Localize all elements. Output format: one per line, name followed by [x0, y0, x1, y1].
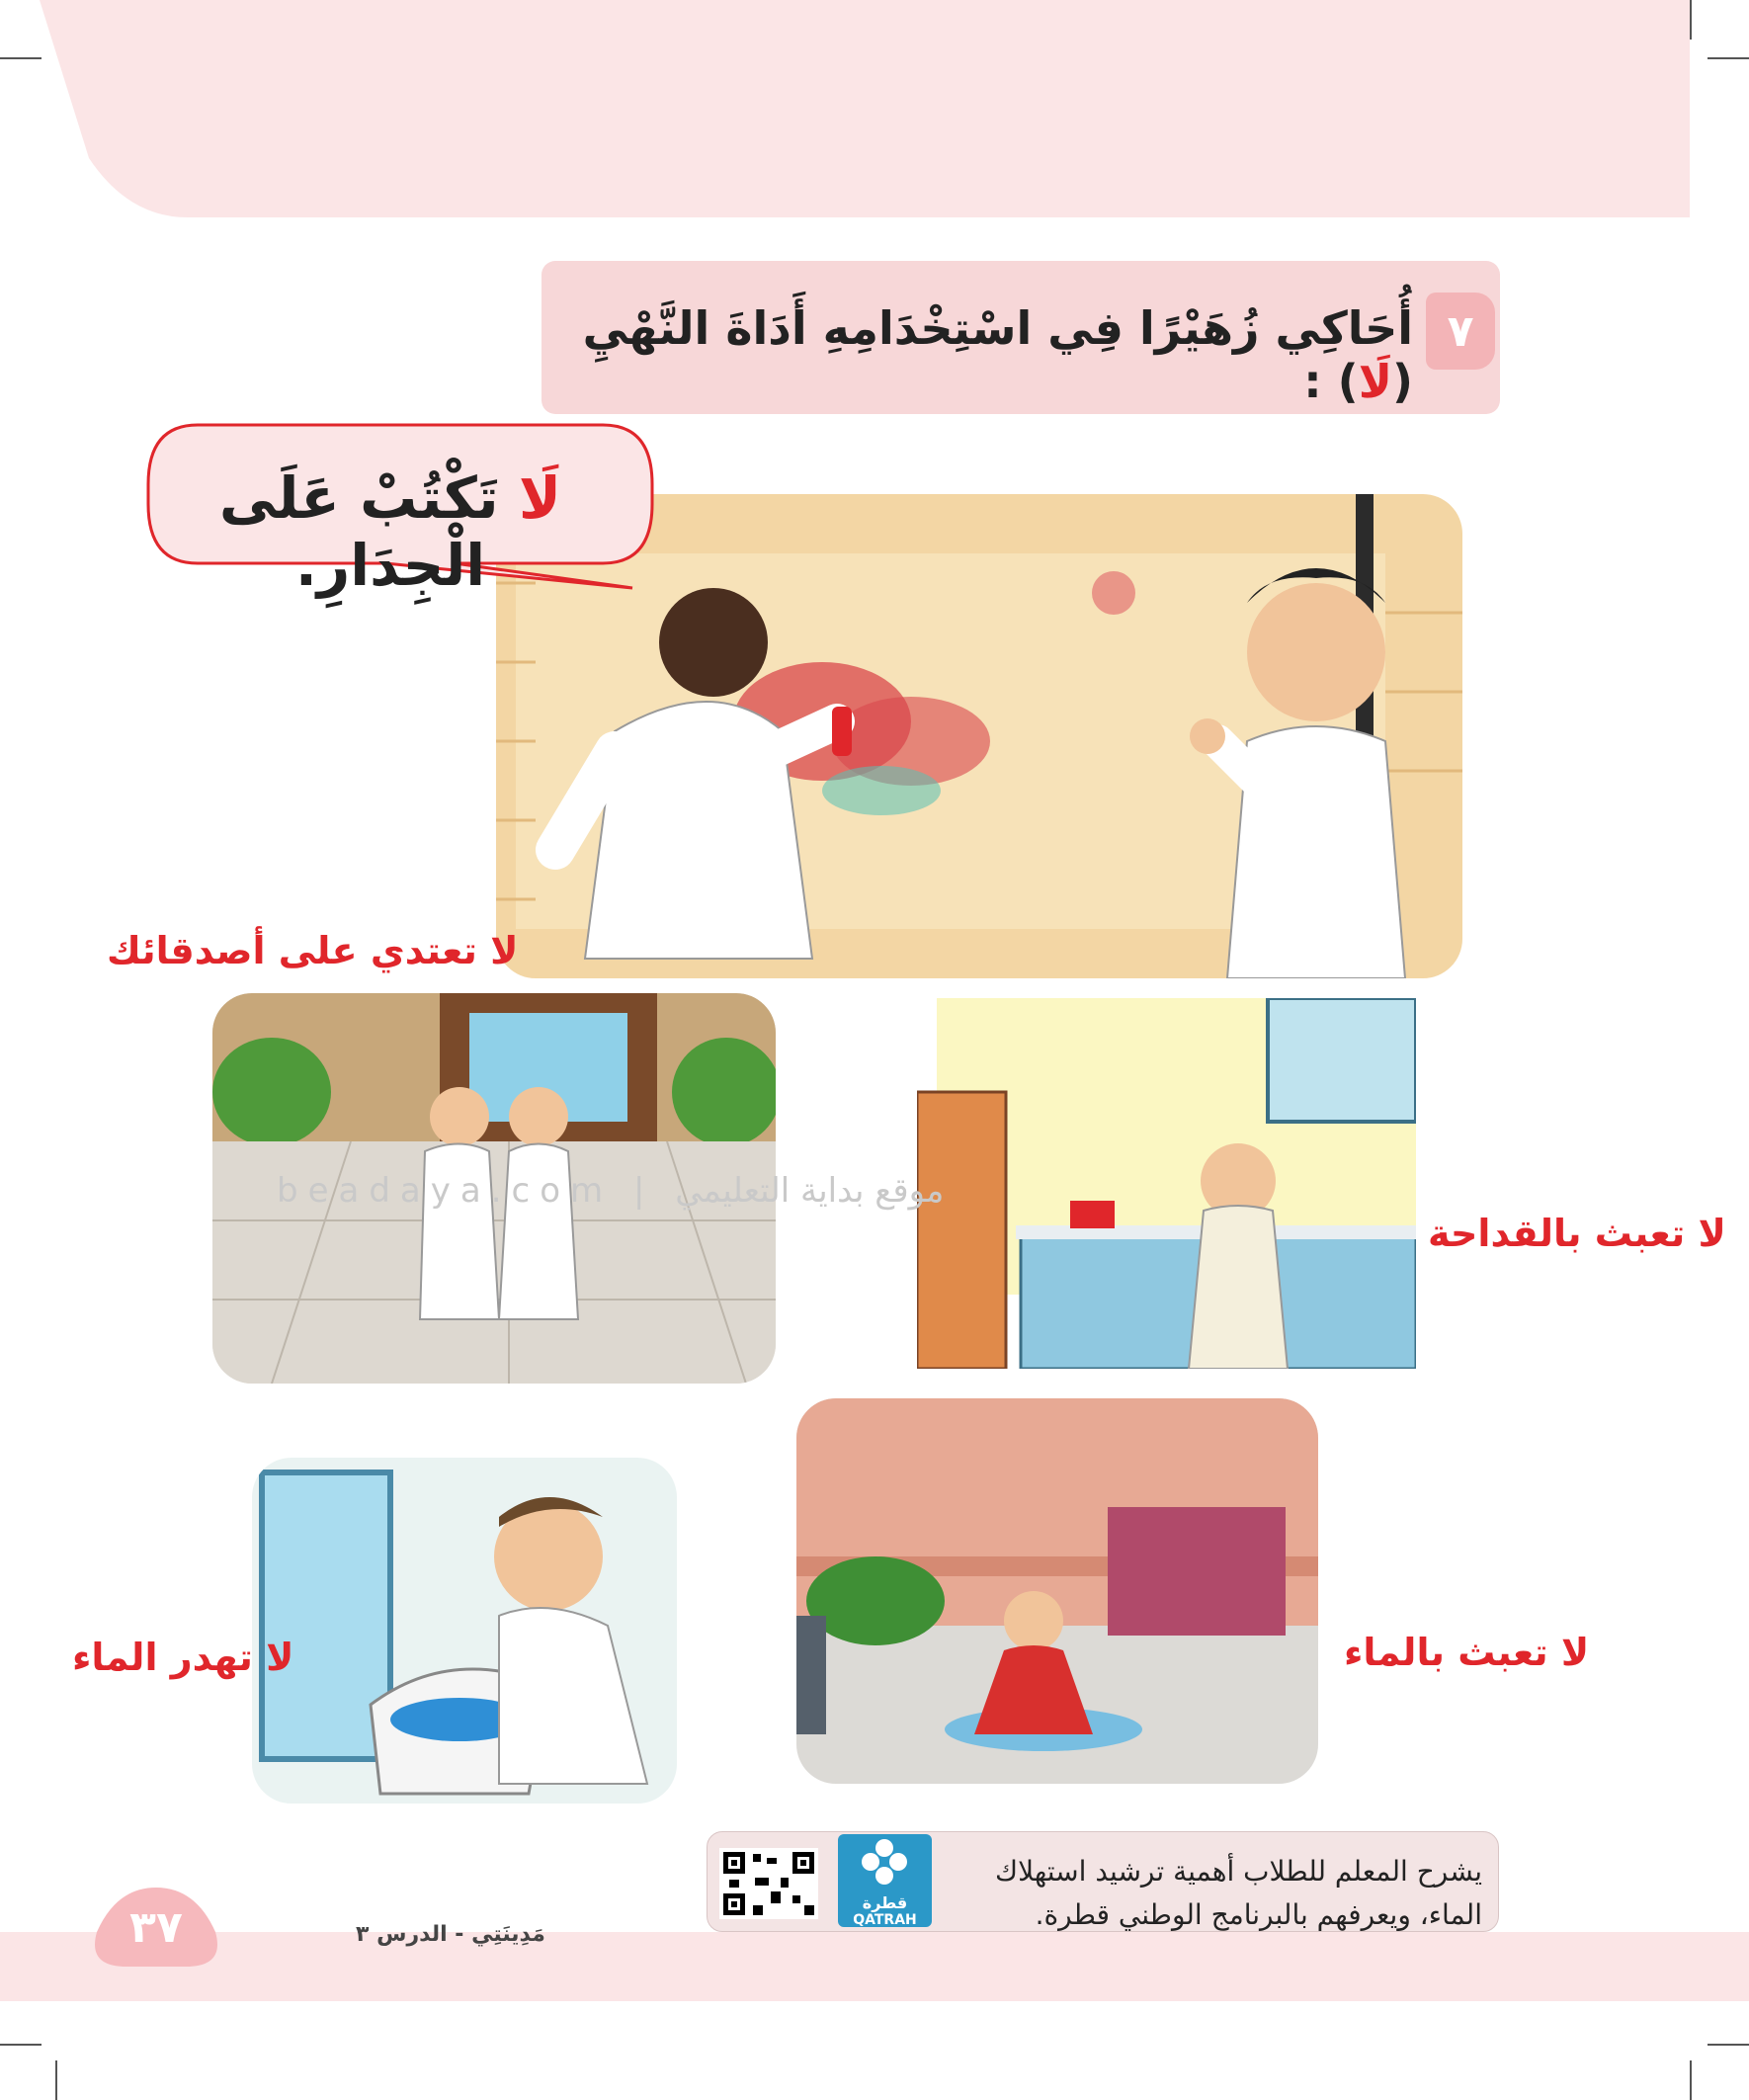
caption-water-play: لا تعبث بالماء — [1344, 1631, 1590, 1674]
footer-lesson: مَدِينَتِي - الدرس ٣ — [356, 1922, 545, 1947]
caption-friends: لا تعتدي على أصدقائك — [107, 929, 519, 972]
water-splash-illustration — [796, 1398, 1318, 1784]
water-drops-icon — [838, 1834, 932, 1890]
crop-mark — [0, 2044, 42, 2046]
teacher-note-text — [939, 1850, 1482, 1937]
crop-mark — [1707, 57, 1749, 59]
crop-mark — [1707, 2044, 1749, 2046]
speech-bubble-text — [158, 464, 623, 599]
qatrah-logo-en: QATRAH — [853, 1912, 917, 1928]
qatrah-logo-ar: قطرة — [862, 1893, 908, 1912]
crop-mark — [1690, 0, 1692, 40]
qr-code-icon[interactable] — [719, 1848, 818, 1919]
speech-highlight: لَا — [518, 464, 562, 532]
wasting-water-illustration — [252, 1458, 677, 1804]
question-number: ٧ — [1426, 293, 1495, 370]
crop-mark — [0, 57, 42, 59]
question-highlight: لَا — [1358, 355, 1392, 408]
caption-lighter: لا تعبث بالقداحة — [1428, 1212, 1726, 1255]
question-text-part: ) : — [1303, 355, 1359, 408]
question-text-part: أُحَاكِي زُهَيْرًا فِي اسْتِخْدَامِهِ أَدَاةَ النَّهْيِ ( — [582, 301, 1413, 408]
teacher-note-line: يشرح المعلم للطلاب أهمية ترشيد استهلاك — [995, 1855, 1482, 1888]
teacher-note-line: الماء، ويعرفهم بالبرنامج الوطني قطرة. — [1035, 1898, 1482, 1931]
speech-text: تَكْتُبْ عَلَى الْجِدَارِ. — [218, 464, 499, 599]
question-text — [553, 301, 1413, 408]
page-number: ٣٧ — [129, 1902, 183, 1953]
top-decorative-band — [0, 0, 1690, 217]
bottom-decorative-band — [0, 1932, 1749, 2001]
crop-mark — [55, 2060, 57, 2100]
caption-waste-water: لا تهدر الماء — [72, 1636, 294, 1679]
crop-mark — [1690, 2060, 1692, 2100]
kitchen-lighter-illustration — [917, 998, 1416, 1369]
watermark: beadaya.com | موقع بداية التعليمي — [277, 1171, 945, 1211]
qatrah-logo — [838, 1834, 932, 1927]
